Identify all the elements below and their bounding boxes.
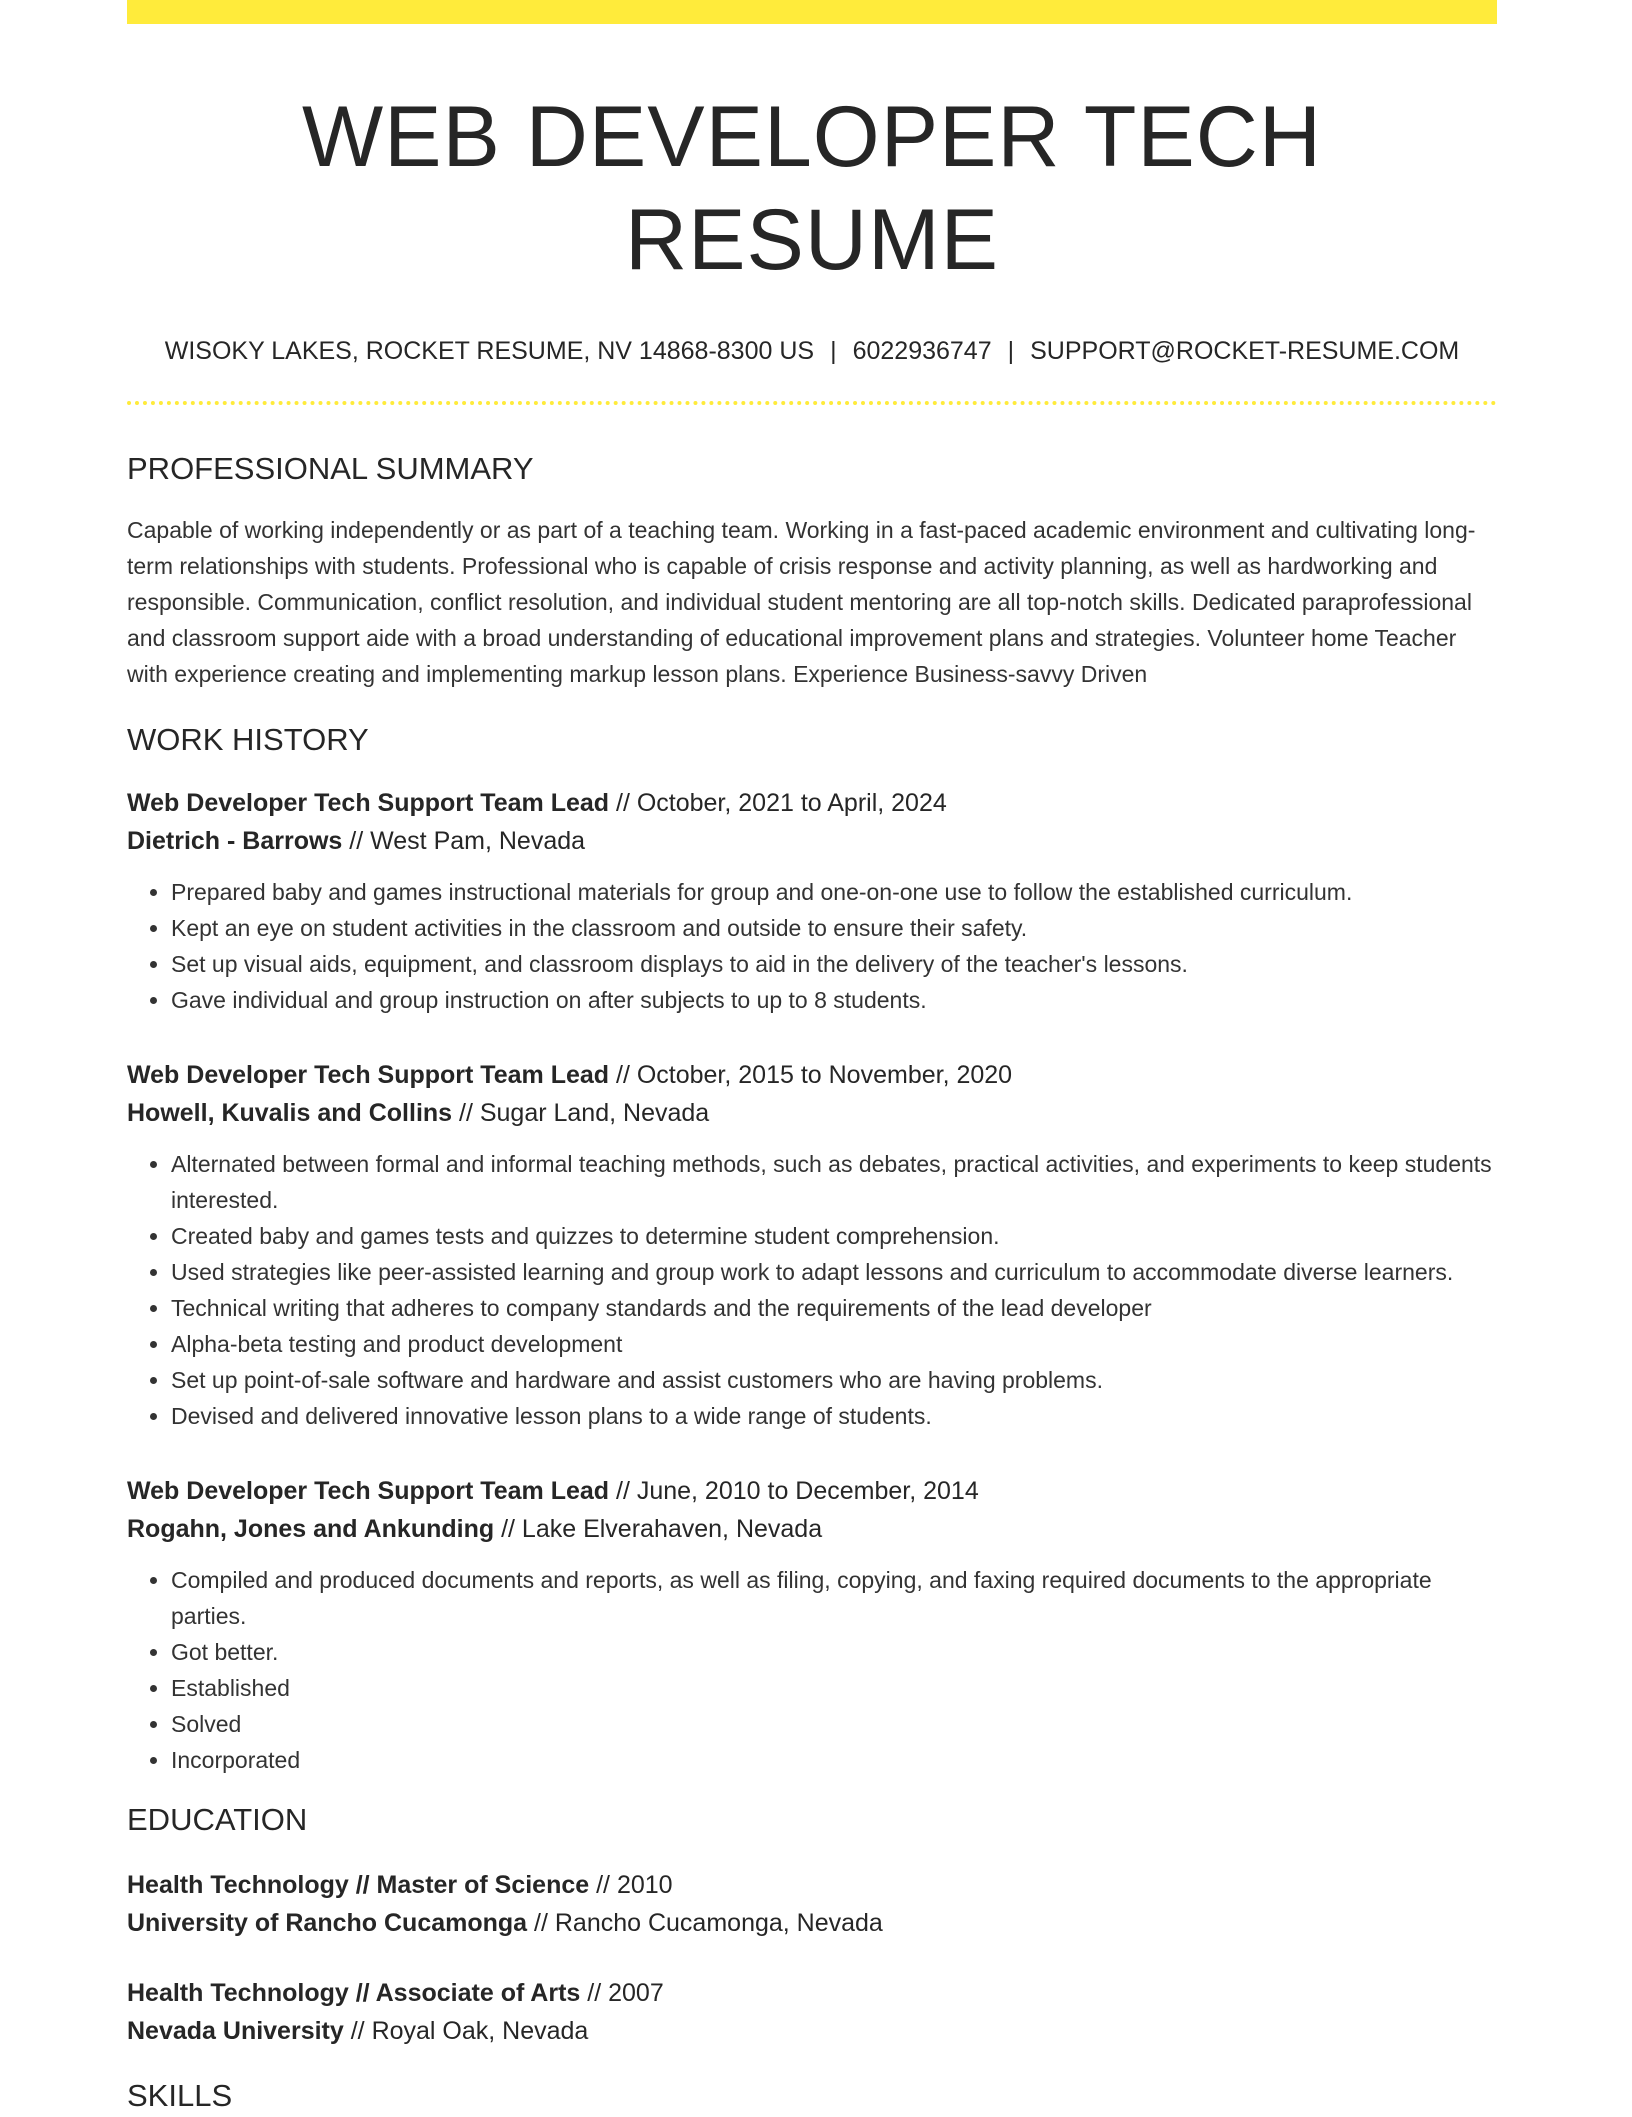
- education-school: University of Rancho Cucamonga: [127, 1909, 528, 1938]
- education-degree: Health Technology // Master of Science: [127, 1871, 590, 1900]
- job-dates: // June, 2010 to December, 2014: [609, 1476, 979, 1505]
- skills-heading: SKILLS: [127, 2078, 233, 2114]
- summary-text: Capable of working independently or as part of a teaching team. Working in a fast-paced academic environment and cultivating long-term relationships with students. Professional who is capable of crisis response and activity planning, as well as hardworking and responsible. Communication, conflict resolution, and individual student mentoring are all top-notch skills. Dedicated paraprofessional and classroom support aide with a broad understanding of educational improvement plans and strategies. Volunteer home Teacher with experience creating and implementing markup lesson plans. Experience Business-savvy Driven: [127, 516, 1476, 687]
- education-location: // Rancho Cucamonga, Nevada: [527, 1909, 883, 1938]
- work-history-heading: WORK HISTORY: [127, 721, 369, 757]
- education-heading: EDUCATION: [127, 1801, 308, 1837]
- education-entry: [127, 1974, 1497, 2050]
- resume-title: WEB DEVELOPER TECH RESUME: [302, 89, 1322, 289]
- job-company: Howell, Kuvalis and Collins: [127, 1098, 453, 1127]
- contact-address: WISOKY LAKES, ROCKET RESUME, NV 14868-8300 US: [164, 337, 815, 366]
- education-degree-line: [127, 1974, 1497, 2012]
- job-bullet: • Prepared baby and games instructional materials for group and one-on-one use to follow the established curriculum.: [171, 874, 1497, 910]
- job-entry: [127, 1472, 1497, 1778]
- job-company-line: [127, 822, 1497, 860]
- job-company-line: [127, 1094, 1497, 1132]
- job-bullet: • Incorporated: [171, 1742, 1497, 1778]
- resume-page: [127, 0, 1497, 2117]
- job-bullet: • Created baby and games tests and quizzes to determine student comprehension.: [171, 1218, 1497, 1254]
- education-location: // Royal Oak, Nevada: [343, 2017, 589, 2046]
- job-role-line: [127, 1472, 1497, 1510]
- job-bullets: [127, 1146, 1497, 1434]
- contact-separator: |: [1007, 337, 1015, 366]
- education-entry: [127, 1866, 1497, 1942]
- job-bullet: • Set up point-of-sale software and hardware and assist customers who are having problems.: [171, 1362, 1497, 1398]
- summary-heading: PROFESSIONAL SUMMARY: [127, 451, 534, 487]
- job-company: Dietrich - Barrows: [127, 826, 343, 855]
- job-entry: [127, 1056, 1497, 1434]
- education-school-line: [127, 2012, 1497, 2050]
- job-company-line: [127, 1510, 1497, 1548]
- job-bullet: • Used strategies like peer-assisted learning and group work to adapt lessons and curriculum to accommodate diverse learners.: [171, 1254, 1497, 1290]
- contact-line: [127, 334, 1497, 369]
- job-role-line: [127, 784, 1497, 822]
- job-dates: // October, 2015 to November, 2020: [609, 1060, 1013, 1089]
- contact-separator: |: [830, 337, 837, 366]
- job-bullet: • Gave individual and group instruction on after subjects to up to 8 students.: [171, 982, 1497, 1018]
- job-dates: // October, 2021 to April, 2024: [609, 788, 947, 817]
- education-year: // 2010: [589, 1871, 673, 1900]
- job-bullets: [127, 1562, 1497, 1778]
- dotted-divider: [127, 401, 1497, 405]
- job-role: Web Developer Tech Support Team Lead: [127, 1476, 610, 1505]
- job-bullet: • Technical writing that adheres to company standards and the requirements of the lead developer: [171, 1290, 1497, 1326]
- job-location: // Sugar Land, Nevada: [452, 1098, 710, 1127]
- job-bullets: [127, 874, 1497, 1018]
- education-school: Nevada University: [127, 2017, 344, 2046]
- job-location: // West Pam, Nevada: [342, 826, 586, 855]
- job-bullet: • Compiled and produced documents and reports, as well as filing, copying, and faxing required documents to the appropriate parties.: [171, 1562, 1497, 1634]
- education-degree-line: [127, 1866, 1497, 1904]
- education-school-line: [127, 1904, 1497, 1942]
- contact-email: SUPPORT@ROCKET-RESUME.COM: [1030, 337, 1460, 366]
- job-company: Rogahn, Jones and Ankunding: [127, 1514, 495, 1543]
- education-degree: Health Technology // Associate of Arts: [127, 1979, 581, 2008]
- job-bullet: • Established: [171, 1670, 1497, 1706]
- education-year: // 2007: [580, 1979, 664, 2008]
- job-bullet: • Alternated between formal and informal teaching methods, such as debates, practical activities, and experiments to keep students interested.: [171, 1146, 1497, 1218]
- job-bullet: • Kept an eye on student activities in the classroom and outside to ensure their safety.: [171, 910, 1497, 946]
- job-entry: [127, 784, 1497, 1018]
- contact-phone: 6022936747: [852, 337, 992, 366]
- job-location: // Lake Elverahaven, Nevada: [494, 1514, 823, 1543]
- job-role: Web Developer Tech Support Team Lead: [127, 1060, 610, 1089]
- job-bullet: • Got better.: [171, 1634, 1497, 1670]
- accent-top-bar: [127, 0, 1497, 24]
- job-bullet: • Solved: [171, 1706, 1497, 1742]
- job-bullet: • Devised and delivered innovative lesson plans to a wide range of students.: [171, 1398, 1497, 1434]
- job-bullet: • Alpha-beta testing and product development: [171, 1326, 1497, 1362]
- job-role: Web Developer Tech Support Team Lead: [127, 788, 610, 817]
- job-bullet: • Set up visual aids, equipment, and classroom displays to aid in the delivery of the teacher's lessons.: [171, 946, 1497, 982]
- job-role-line: [127, 1056, 1497, 1094]
